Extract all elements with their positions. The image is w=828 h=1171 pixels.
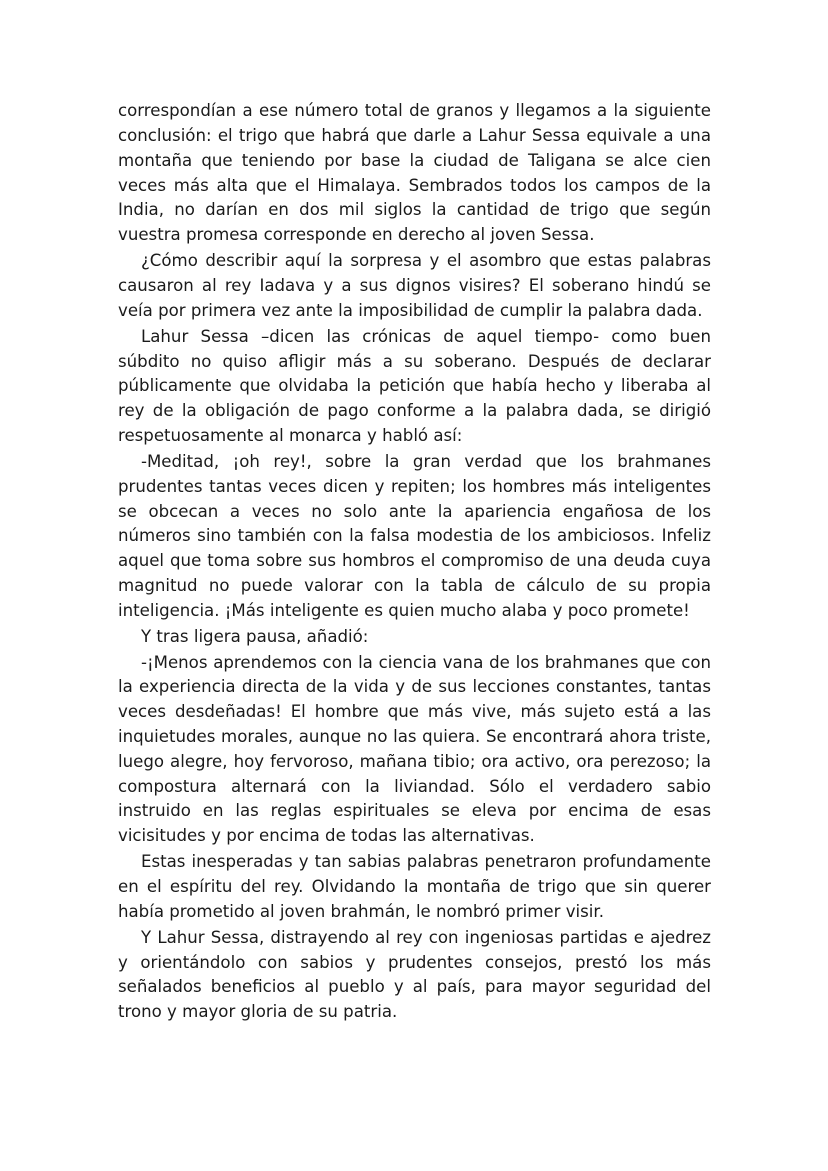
paragraph-estas-inesperadas: Estas inesperadas y tan sabias palabras penetraron profundamente en el espíritu del rey. Olvidando la montaña de trigo que sin querer había prometido al joven brahmán, le nombró primer visir. — [118, 852, 711, 921]
paragraph-continuation: correspondían a ese número total de granos y llegamos a la siguiente conclusión: el trigo que habrá que darle a Lahur Sessa equivale a una montaña que teniendo por base la ciudad de Taligana se alce cien veces más alta que el Himalaya. Sembrados todos los campos de la India, no darían en dos mil siglos la cantidad de trigo que según vuestra promesa corresponde en derecho al joven Sessa. — [118, 101, 711, 245]
document-page — [118, 98, 711, 1025]
paragraph-sorpresa: ¿Cómo describir aquí la sorpresa y el asombro que estas palabras causaron al rey Iadava y a sus dignos visires? El soberano hindú se veía por primera vez ante la imposibilidad de cumplir la palabra dada. — [118, 251, 711, 320]
paragraph-conclusion: Y Lahur Sessa, distrayendo al rey con ingeniosas partidas e ajedrez y orientándolo con sabios y prudentes consejos, prestó los más señalados beneficios al pueblo y al país, para mayor seguridad del trono y mayor gloria de su patria. — [118, 927, 711, 1022]
paragraph-meditad: -Meditad, ¡oh rey!, sobre la gran verdad que los brahmanes prudentes tantas veces dicen y repiten; los hombres más inteligentes se obcecan a veces no solo ante la apariencia engañosa de los números sino también con la falsa modestia de los ambiciosos. Infeliz aquel que toma sobre sus hombros el compromiso de una deuda cuya magnitud no puede valorar con la tabla de cálculo de su propia inteligencia. ¡Más inteligente es quien mucho alaba y poco promete! — [118, 451, 711, 620]
paragraph-pausa: Y tras ligera pausa, añadió: — [141, 626, 369, 646]
paragraph-lahur-sessa: Lahur Sessa –dicen las crónicas de aquel tiempo- como buen súbdito no quiso afligir más a su soberano. Después de declarar públicamente que olvidaba la petición que había hecho y liberaba al rey de la obligación de pago conforme a la palabra dada, se dirigió respetuosamente al monarca y habló así: — [118, 326, 711, 445]
paragraph-menos-aprendemos: -¡Menos aprendemos con la ciencia vana de los brahmanes que con la experiencia directa de la vida y de sus lecciones constantes, tantas veces desdeñadas! El hombre que más vive, más sujeto está a las inquietudes morales, aunque no las quiera. Se encontrará ahora triste, luego alegre, hoy fervoroso, mañana tibio; ora activo, ora perezoso; la compostura alternará con la liviandad. Sólo el verdadero sabio instruido en las reglas espirituales se eleva por encima de esas vicisitudes y por encima de todas las alternativas. — [118, 652, 711, 846]
